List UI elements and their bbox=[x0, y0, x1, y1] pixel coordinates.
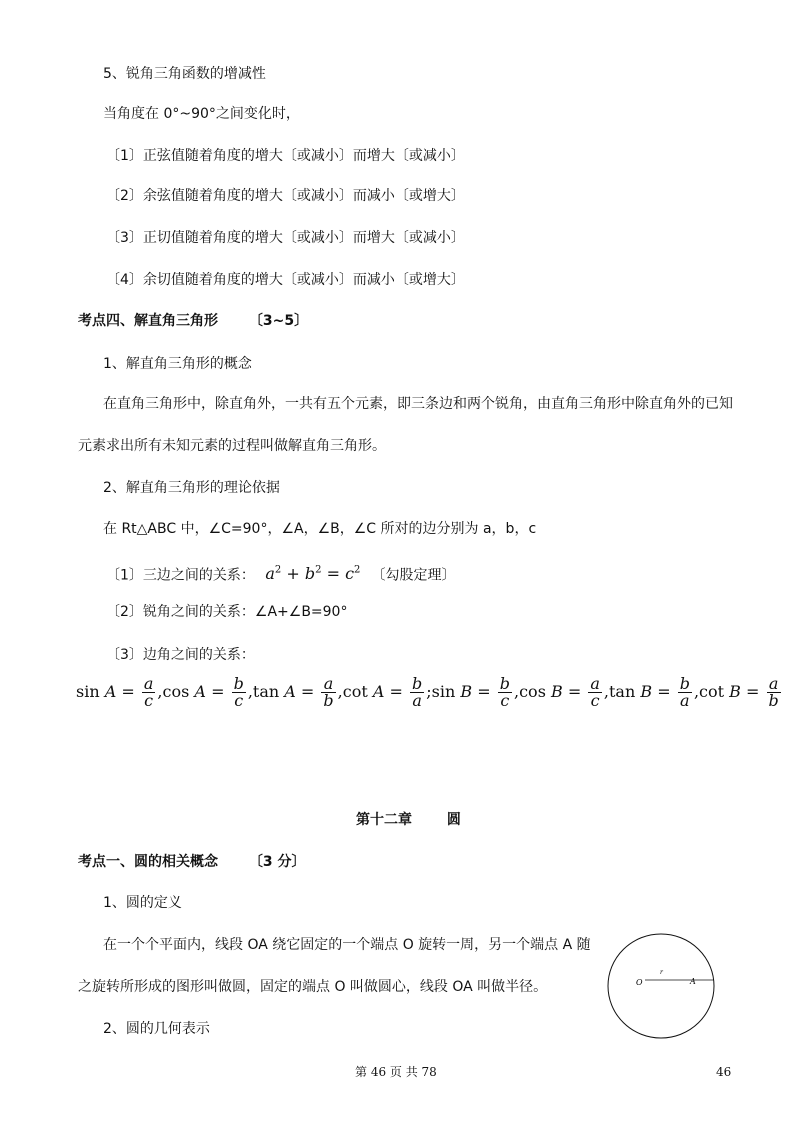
kaodian-4-paragraph-2: 在 Rt△ABC 中，∠C=90°，∠A，∠B，∠C 所对的边分别为 a，b，c bbox=[103, 521, 537, 537]
kaodian-4-heading bbox=[78, 311, 308, 331]
trig-numerator-4: b bbox=[499, 674, 510, 693]
trig-denominator-4: c bbox=[500, 691, 510, 710]
section-5-item-2: 〔2〕余弦值随着角度的增大〔或减小〕而减小〔或增大〕 bbox=[106, 188, 465, 204]
section-5-item-4: 〔4〕余切值随着角度的增大〔或减小〕而减小〔或增大〕 bbox=[106, 272, 465, 288]
point-label: A bbox=[690, 977, 696, 986]
trig-denominator-0: c bbox=[144, 691, 154, 710]
trig-denominator-3: a bbox=[412, 691, 422, 710]
pythag-c-exp: 2 bbox=[354, 565, 361, 576]
chapter-12-heading bbox=[356, 810, 461, 830]
trig-fraction-7 bbox=[767, 676, 781, 709]
trig-numerator-7: a bbox=[767, 676, 781, 693]
kaodian-1-subheading-1: 1、圆的定义 bbox=[103, 895, 182, 911]
trig-angle-7: B bbox=[729, 682, 741, 701]
kaodian-4-paragraph-1a: 在直角三角形中，除直角外，一共有五个元素，即三条边和两个锐角，由直角三角形中除直角外的已知 bbox=[103, 396, 733, 412]
trig-separator-3: ; bbox=[426, 682, 432, 701]
pythag-a: a bbox=[265, 564, 275, 584]
trig-separator-2: , bbox=[337, 682, 343, 701]
kaodian-4-subheading-1: 1、解直角三角形的概念 bbox=[103, 356, 252, 372]
trig-fn-6: tan bbox=[608, 682, 636, 701]
trig-angle-2: A bbox=[284, 682, 296, 701]
trig-denominator-5: c bbox=[590, 691, 600, 710]
pythag-b: b bbox=[304, 564, 316, 584]
trig-fn-3: cot bbox=[342, 682, 368, 701]
trig-angle-0: A bbox=[104, 682, 117, 701]
trig-separator-0: , bbox=[157, 682, 163, 701]
trig-fraction-5 bbox=[588, 676, 602, 709]
pythag-a-exp: 2 bbox=[274, 565, 282, 576]
trig-separator-5: , bbox=[603, 682, 609, 701]
relation-2: 〔2〕锐角之间的关系：∠A+∠B=90° bbox=[106, 604, 348, 620]
section-5-title: 5、锐角三角函数的增减性 bbox=[103, 66, 266, 82]
center-label: O bbox=[636, 978, 643, 987]
pythag-c: c bbox=[345, 564, 355, 584]
trig-separator-6: , bbox=[693, 682, 700, 701]
trig-fraction-4 bbox=[498, 676, 512, 709]
trig-fraction-2 bbox=[321, 676, 335, 709]
trig-denominator-1: c bbox=[234, 691, 244, 710]
section-5-intro: 当角度在 0°~90°之间变化时， bbox=[103, 106, 300, 122]
kaodian-1-title: 考点一、圆的相关概念 bbox=[78, 854, 218, 870]
trig-angle-3: A bbox=[372, 682, 385, 701]
kaodian-4-score: 〔3~5〕 bbox=[248, 313, 309, 329]
trig-denominator-7: b bbox=[768, 691, 779, 710]
trig-separator-4: , bbox=[514, 682, 520, 701]
trig-angle-5: B bbox=[551, 682, 563, 701]
relation-3: 〔3〕边角之间的关系： bbox=[106, 647, 255, 663]
pythagorean-formula: $a^2 + b^2 = c^2$ bbox=[265, 564, 361, 584]
trig-fraction-3 bbox=[410, 676, 424, 709]
trig-fn-2: tan bbox=[252, 682, 280, 701]
trig-denominator-6: a bbox=[680, 691, 690, 710]
trig-fn-5: cos bbox=[519, 682, 546, 701]
footer-page-number: 46 bbox=[716, 1065, 732, 1079]
trig-fn-1: cos bbox=[162, 682, 190, 701]
chapter-12-name: 圆 bbox=[446, 812, 461, 828]
trig-fn-4: sin bbox=[431, 682, 456, 701]
pythag-b-exp: 2 bbox=[315, 565, 322, 576]
relation-1 bbox=[106, 561, 456, 585]
trig-numerator-2: a bbox=[321, 676, 335, 693]
trig-denominator-2: b bbox=[323, 691, 334, 710]
relation-1-suffix: 〔勾股定理〕 bbox=[371, 567, 456, 584]
kaodian-1-paragraph-1a: 在一个个平面内，线段 OA 绕它固定的一个端点 O 旋转一周，另一个端点 A 随 bbox=[103, 937, 591, 953]
kaodian-4-subheading-2: 2、解直角三角形的理论依据 bbox=[103, 480, 280, 496]
trig-separator-1: , bbox=[247, 682, 253, 701]
kaodian-1-subheading-2: 2、圆的几何表示 bbox=[103, 1021, 210, 1037]
trig-numerator-6: b bbox=[679, 674, 690, 693]
trig-angle-6: B bbox=[640, 682, 653, 701]
trig-numerator-0: a bbox=[143, 674, 154, 693]
trig-numerator-3: b bbox=[412, 674, 423, 693]
circle-outline bbox=[608, 934, 714, 1038]
radius-label: r bbox=[660, 969, 663, 976]
relation-1-label: 〔1〕三边之间的关系： bbox=[106, 567, 255, 584]
footer-page-info: 第 46 页 共 78 bbox=[355, 1065, 437, 1079]
section-5-item-3: 〔3〕正切值随着角度的增大〔或减小〕而增大〔或减小〕 bbox=[106, 230, 465, 246]
section-5-item-1: 〔1〕正弦值随着角度的增大〔或减小〕而增大〔或减小〕 bbox=[106, 148, 465, 164]
kaodian-1-score: 〔3 分〕 bbox=[248, 854, 306, 870]
trig-fraction-6 bbox=[678, 676, 692, 709]
trig-angle-1: A bbox=[194, 682, 206, 701]
chapter-12-title: 第十二章 bbox=[356, 812, 412, 828]
kaodian-1-paragraph-1b: 之旋转所形成的图形叫做圆，固定的端点 O 叫做圆心，线段 OA 叫做半径。 bbox=[78, 979, 548, 995]
trig-fn-7: cot bbox=[699, 682, 725, 701]
trig-formula-row: sin A = $\frac{a}{c}$ ,cos A = $\frac{b}{c}$ ,tan A = $\frac{a}{b}$ ,cot A = $\frac{b}{a}$ ;sin B = $\frac{b}{c}$ ,cos B = $\frac{a}{c}$ ,tan B = $\frac{b}{a}$ ,cot B = $\frac{a}{b}$ bbox=[76, 674, 779, 710]
kaodian-4-paragraph-1b: 元素求出所有未知元素的过程叫做解直角三角形。 bbox=[78, 438, 386, 454]
kaodian-1-heading bbox=[78, 852, 306, 872]
trig-fraction-0 bbox=[142, 676, 156, 709]
trig-angle-4: B bbox=[460, 682, 473, 701]
trig-fraction-1 bbox=[232, 676, 246, 709]
trig-numerator-1: b bbox=[233, 674, 244, 693]
circle-figure bbox=[605, 930, 717, 1042]
trig-numerator-5: a bbox=[590, 674, 600, 693]
kaodian-4-title: 考点四、解直角三角形 bbox=[78, 313, 218, 329]
trig-fn-0: sin bbox=[76, 682, 100, 701]
